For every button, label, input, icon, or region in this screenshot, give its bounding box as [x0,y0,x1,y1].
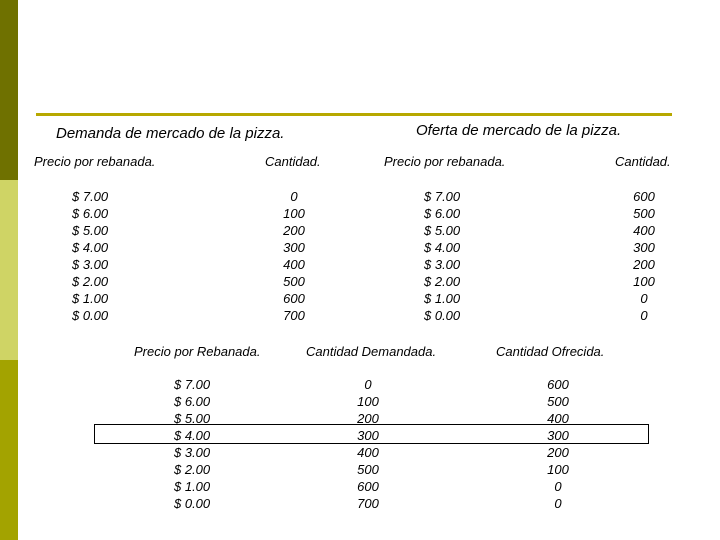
demand-qty-cell: 600 [283,291,305,306]
combined-price-cell: $ 5.00 [174,411,211,426]
combined-price-cell: $ 4.00 [174,428,211,443]
demand-price-cell: $ 2.00 [72,274,109,289]
combined-demanded-cell: 100 [357,394,379,409]
combined-offered-cell: 200 [547,445,569,460]
combined-demanded-cell: 600 [357,479,379,494]
equilibrium-highlight-box [94,424,649,444]
demand-price-cell: $ 0.00 [72,308,109,323]
combined-offered-cell: 0 [554,479,562,494]
demand-price-cell: $ 5.00 [72,223,109,238]
combined-demanded-list [338,376,398,512]
supply-price-list [424,188,484,324]
supply-qty-cell: 600 [633,189,655,204]
combined-demanded-cell: 400 [357,445,379,460]
supply-qty-cell: 400 [633,223,655,238]
supply-qty-cell: 300 [633,240,655,255]
supply-qty-cell: 0 [640,308,648,323]
combined-price-list [174,376,234,512]
demand-price-cell: $ 7.00 [72,189,109,204]
demand-price-list [72,188,132,324]
combined-offered-cell: 400 [547,411,569,426]
combined-offered-cell: 0 [554,496,562,511]
combined-demand-header: Cantidad Demandada. [306,344,437,359]
combined-offered-cell: 500 [547,394,569,409]
combined-price-cell: $ 1.00 [174,479,211,494]
combined-demanded-cell: 500 [357,462,379,477]
demand-qty-cell: 500 [283,274,305,289]
combined-price-cell: $ 2.00 [174,462,211,477]
combined-offered-cell: 100 [547,462,569,477]
combined-price-cell: $ 6.00 [174,394,211,409]
accent-bar-middle [0,180,18,360]
combined-price-header: Precio por Rebanada. [134,344,261,359]
demand-qty-cell: 400 [283,257,305,272]
demand-qty-cell: 100 [283,206,305,221]
combined-price-cell: $ 3.00 [174,445,211,460]
combined-demanded-cell: 0 [364,377,372,392]
supply-qty-list [614,188,674,324]
demand-price-header: Precio por rebanada. [34,154,156,169]
demand-qty-cell: 200 [283,223,305,238]
supply-qty-cell: 200 [633,257,655,272]
supply-price-cell: $ 4.00 [424,240,461,255]
demand-price-cell: $ 4.00 [72,240,109,255]
supply-price-header: Precio por rebanada. [384,154,506,169]
demand-title: Demanda de mercado de la pizza. [56,125,285,142]
supply-qty-cell: 100 [633,274,655,289]
combined-offered-cell: 600 [547,377,569,392]
title-rule [36,113,672,116]
supply-price-cell: $ 1.00 [424,291,461,306]
demand-price-cell: $ 6.00 [72,206,109,221]
supply-price-cell: $ 7.00 [424,189,461,204]
combined-price-cell: $ 0.00 [174,496,211,511]
supply-price-cell: $ 6.00 [424,206,461,221]
supply-price-cell: $ 3.00 [424,257,461,272]
combined-offered-list [528,376,588,512]
combined-demanded-cell: 700 [357,496,379,511]
combined-supply-header: Cantidad Ofrecida. [496,344,605,359]
combined-demanded-cell: 200 [357,411,379,426]
demand-qty-list [264,188,324,324]
combined-demanded-cell: 300 [357,428,379,443]
supply-qty-header: Cantidad. [615,154,671,169]
supply-price-cell: $ 5.00 [424,223,461,238]
demand-price-cell: $ 1.00 [72,291,109,306]
supply-title: Oferta de mercado de la pizza. [416,122,622,139]
demand-qty-header: Cantidad. [265,154,321,169]
demand-qty-cell: 0 [290,189,298,204]
supply-qty-cell: 500 [633,206,655,221]
accent-bar-bottom [0,360,18,540]
supply-price-cell: $ 2.00 [424,274,461,289]
supply-qty-cell: 0 [640,291,648,306]
supply-price-cell: $ 0.00 [424,308,461,323]
accent-bar-top [0,0,18,180]
demand-qty-cell: 300 [283,240,305,255]
combined-offered-cell: 300 [547,428,569,443]
demand-price-cell: $ 3.00 [72,257,109,272]
demand-qty-cell: 700 [283,308,305,323]
combined-price-cell: $ 7.00 [174,377,211,392]
